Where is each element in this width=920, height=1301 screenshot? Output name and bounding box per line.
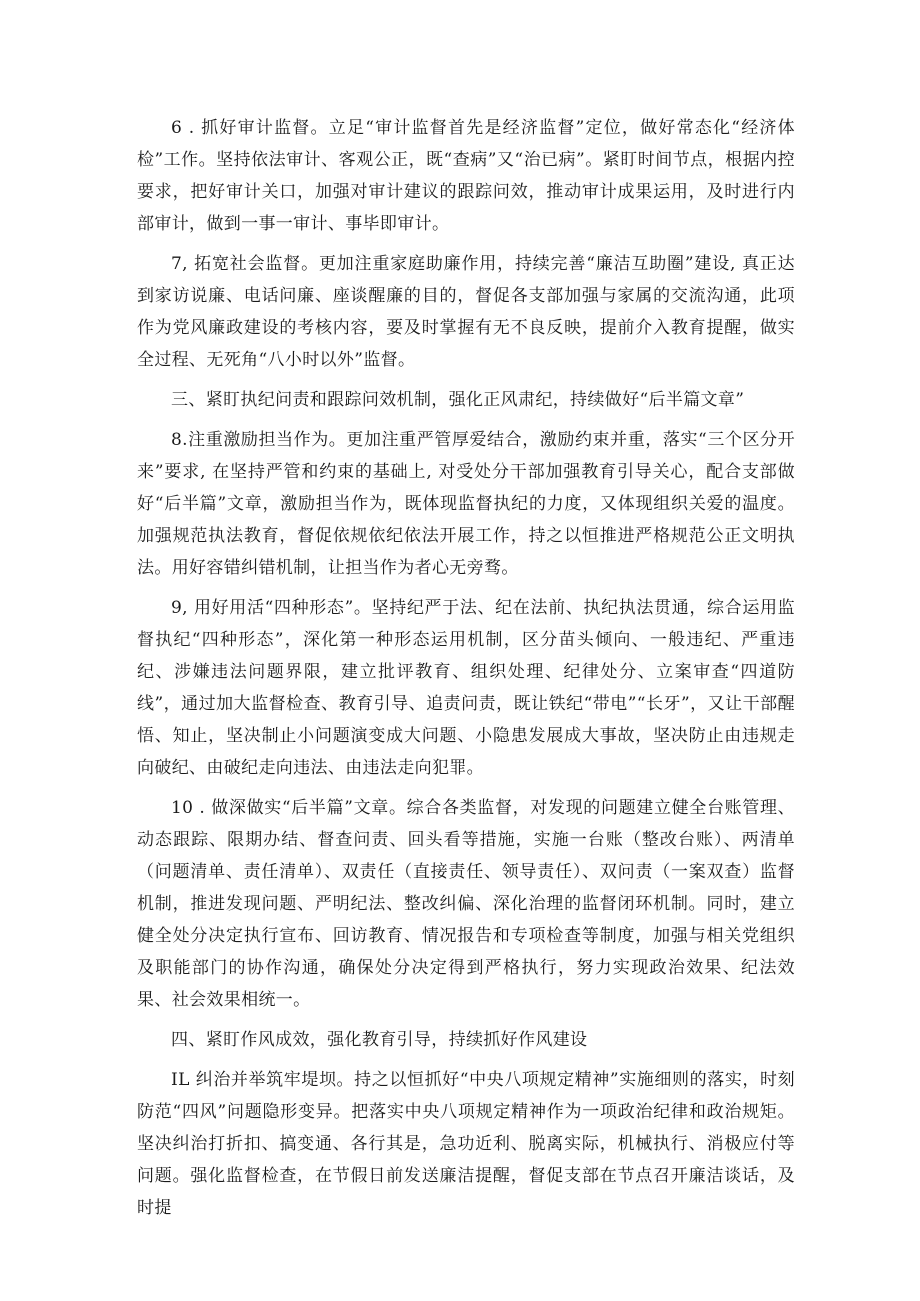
paragraph-item-7: 7, 拓宽社会监督。更加注重家庭助廉作用，持续完善“廉洁互助圈”建设, 真正达到家访说廉、电话问廉、座谈醒廉的目的，督促各支部加强与家属的交流沟通，此项作为党风廉政建设的考核内容，要及时掌握有无不良反映，提前介入教育提醒，做实全过程、无死角“八小时以外”监督。 bbox=[137, 254, 795, 370]
paragraph-item-8: 8.注重激励担当作为。更加注重严管厚爱结合，激励约束并重，落实“三个区分开来”要求, 在坚持严管和约束的基础上, 对受处分干部加强教育引导关心，配合支部做好“后半篇”文章，激励担当作为，既体现监督执纪的力度，又体现组织关爱的温度。加强规范执法教育，督促依规依纪依法开展工作，持之以恒推进严格规范公正文明执法。用好容错纠错机制，让担当作为者心无旁骛。 bbox=[137, 430, 795, 578]
document-body bbox=[137, 112, 795, 1232]
paragraph-item-6: 6 . 抓好审计监督。立足“审计监督首先是经济监督”定位，做好常态化“经济体检”工作。坚持依法审计、客观公正，既“查病”又“治已病”。紧盯时间节点，根据内控要求，把好审计关口，加强对审计建议的跟踪问效，推动审计成果运用，及时进行内部审计，做到一事一审计、事毕即审计。 bbox=[137, 118, 795, 234]
section-heading-3: 三、紧盯执纪问责和跟踪问效机制，强化正风肃纪，持续做好“后半篇文章” bbox=[171, 390, 745, 410]
paragraph-item-11: IL 纠治并举筑牢堤坝。持之以恒抓好“中央八项规定精神”实施细则的落实，时刻防范“四风”问题隐形变异。把落实中央八项规定精神作为一项政治纪律和政治规矩。坚决纠治打折扣、搞变通、各行其是，急功近利、脱离实际，机械执行、消极应付等问题。强化监督检查，在节假日前发送廉洁提醒，督促支部在节点召开廉洁谈话，及时提 bbox=[137, 1070, 795, 1218]
paragraph-item-10: 10 . 做深做实“后半篇”文章。综合各类监督，对发现的问题建立健全台账管理、动态跟踪、限期办结、督查问责、回头看等措施，实施一台账（整改台账）、两清单（问题清单、责任清单）、双责任（直接责任、领导责任）、双问责（一案双查）监督机制，推进发现问题、严明纪法、整改纠偏、深化治理的监督闭环机制。同时，建立健全处分决定执行宣布、回访教育、情况报告和专项检查等制度，加强与相关党组织及职能部门的协作沟通，确保处分决定得到严格执行，努力实现政治效果、纪法效果、社会效果相统一。 bbox=[137, 798, 795, 1010]
section-heading-4: 四、紧盯作风成效，强化教育引导，持续抓好作风建设 bbox=[171, 1030, 588, 1050]
paragraph-item-9: 9, 用好用活“四种形态”。坚持纪严于法、纪在法前、执纪执法贯通，综合运用监督执纪“四种形态”，深化第一种形态运用机制，区分苗头倾向、一般违纪、严重违纪、涉嫌违法问题界限，建立批评教育、组织处理、纪律处分、立案审查“四道防线”，通过加大监督检查、教育引导、追责问责，既让铁纪“带电”“长牙”，又让干部醒悟、知止，坚决制止小问题演变成大问题、小隐患发展成大事故，坚决防止由违规走向破纪、由破纪走向违法、由违法走向犯罪。 bbox=[137, 598, 795, 778]
